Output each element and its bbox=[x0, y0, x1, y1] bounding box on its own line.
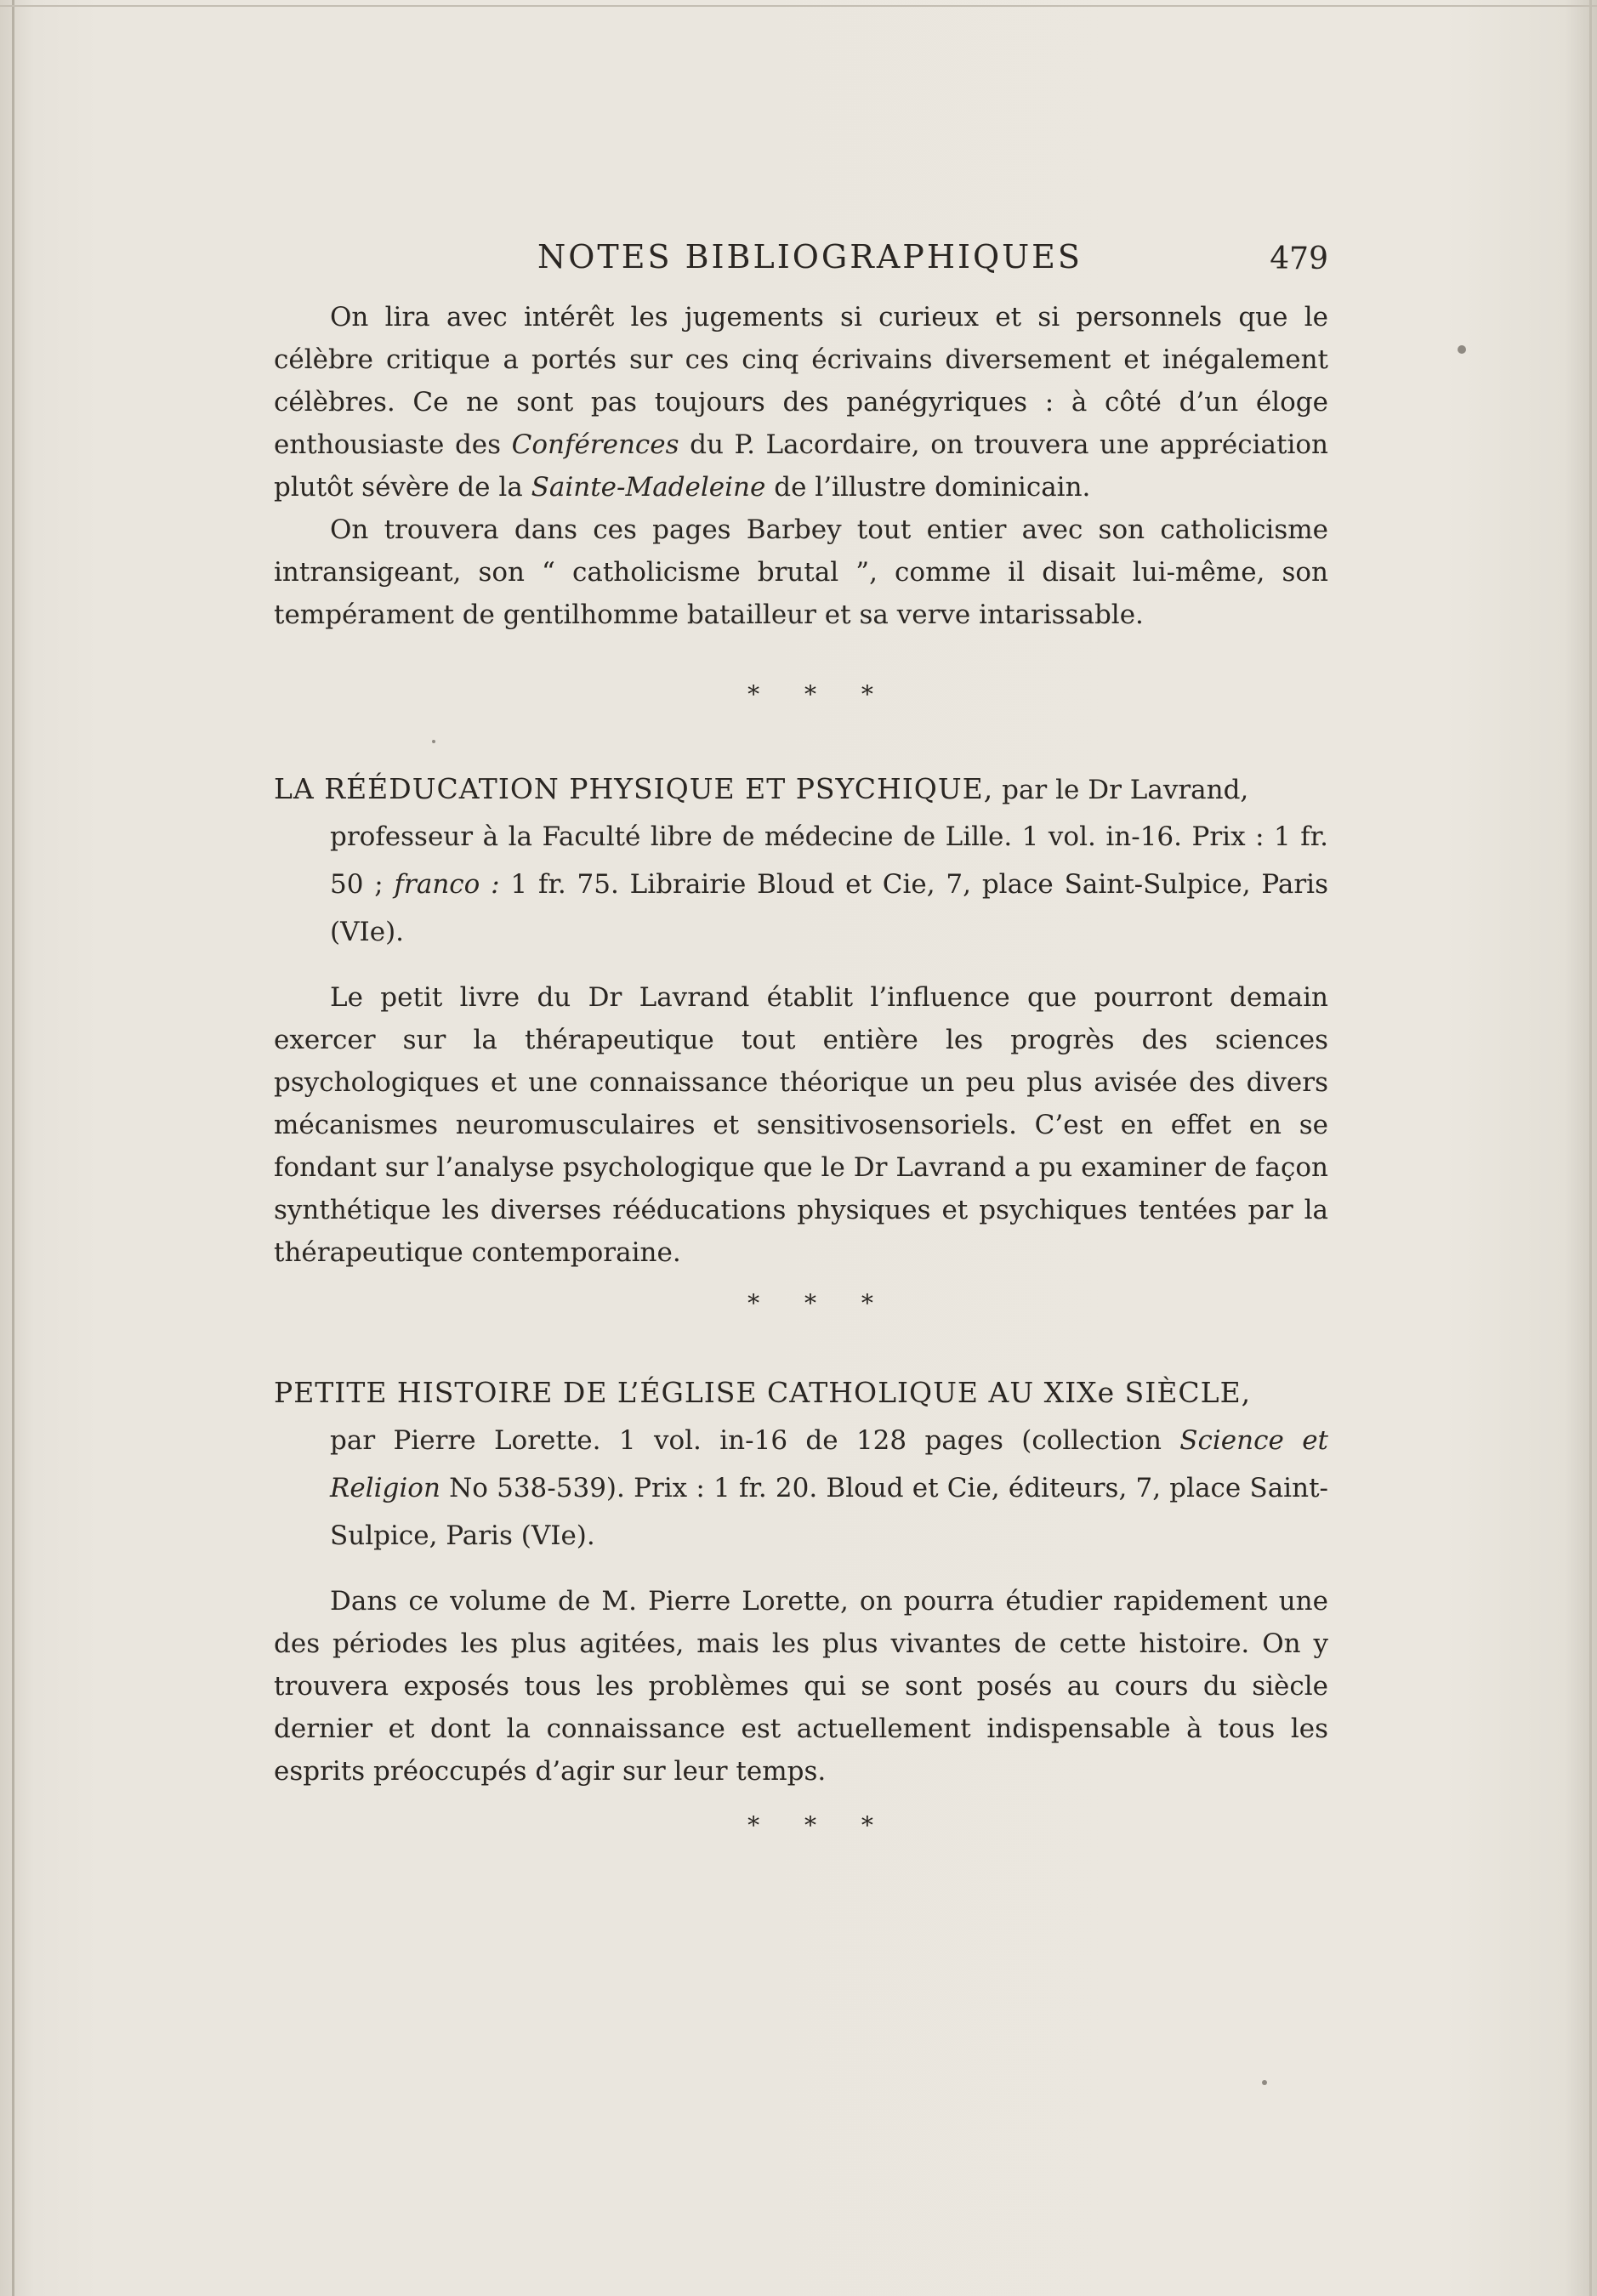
page-top-edge bbox=[0, 5, 1597, 7]
entry-heading bbox=[274, 766, 1328, 813]
entry-title: LA RÉÉDUCATION PHYSIQUE ET PSYCHIQUE, bbox=[274, 772, 994, 805]
page-number: 479 bbox=[1270, 242, 1328, 276]
binding-edge bbox=[12, 0, 14, 2296]
entry-review: Dans ce volume de M. Pierre Lorette, on pourra étudier rapidement une des périodes les plus agitées, mais les plus vivantes de cette histoire. On y trouvera exposés tous les problèmes qui se sont posés au cours du siècle dernier et dont la connaissance est actuellement indispensable à tous les esprits préoccupés d’agir sur leur temps. bbox=[274, 1586, 1328, 1787]
page-content bbox=[274, 230, 1328, 1839]
text-run: de l’illustre dominicain. bbox=[765, 472, 1091, 503]
text-run: du P. Lacordaire, on trouvera une appréciation plutôt sévère de la bbox=[274, 429, 1328, 503]
entry-title: PETITE HISTOIRE DE L’ÉGLISE CATHOLIQUE AU XIXe SIÈCLE, bbox=[274, 1376, 1252, 1409]
entry-details bbox=[330, 813, 1328, 956]
page-header bbox=[274, 230, 1328, 289]
intro-paragraph-1 bbox=[274, 296, 1328, 509]
italic-collection-name: Science et Religion bbox=[330, 1425, 1328, 1503]
text-run: par Pierre Lorette. 1 vol. in-16 de 128 pages (collection bbox=[330, 1425, 1180, 1456]
bibliographic-entry-2 bbox=[274, 1370, 1328, 1793]
italic-title-conferences: Conférences bbox=[511, 429, 679, 460]
entry-heading bbox=[274, 1370, 1328, 1417]
bibliographic-entry-1 bbox=[274, 766, 1328, 1274]
page-right-edge bbox=[1589, 0, 1592, 2296]
running-title: NOTES BIBLIOGRAPHIQUES bbox=[537, 238, 1083, 276]
section-separator: * * * bbox=[747, 680, 892, 708]
text-run: professeur à la Faculté libre de médecine de Lille. 1 vol. in-16. Prix : 1 fr. 50 ; bbox=[330, 821, 1328, 900]
entry-review: Le petit livre du Dr Lavrand établit l’influence que pourront demain exercer sur la thérapeutique tout entière les progrès des sciences psychologiques et une connaissance théorique un peu plus avisée des divers mécanismes neuromusculaires et sensitivosensoriels. C’est en effet en se fondant sur l’analyse psychologique que le Dr Lavrand a pu examiner de façon synthétique les diverses rééducations physiques et psychiques tentées par la thérapeutique contemporaine. bbox=[274, 982, 1328, 1268]
section-separator: * * * bbox=[747, 1289, 892, 1317]
text-run: No 538-539). Prix : 1 fr. 20. Bloud et Cie, éditeurs, 7, place Saint-Sulpice, Paris (VIe). bbox=[330, 1473, 1328, 1551]
intro-paragraph-2: On trouvera dans ces pages Barbey tout entier avec son catholicisme intransigeant, son “ catholicisme brutal ”, comme il disait lui-même, son tempérament de gentilhomme batailleur et sa verve intarissable. bbox=[274, 514, 1328, 630]
italic-franco: franco : bbox=[394, 869, 500, 900]
italic-title-sainte-madeleine: Sainte-Madeleine bbox=[531, 472, 766, 503]
text-run: 1 fr. 75. Librairie Bloud et Cie, 7, place Saint-Sulpice, Paris (VIe). bbox=[330, 869, 1328, 947]
section-separator: * * * bbox=[747, 1811, 892, 1839]
entry-details bbox=[330, 1417, 1328, 1560]
text-run: On lira avec intérêt les jugements si curieux et si personnels que le célèbre critique a portés sur ces cinq écrivains diversement et inégalement célèbres. Ce ne sont pas toujours des panégyriques : à côté d’un éloge enthousiaste des bbox=[274, 302, 1328, 460]
entry-byline: par le Dr Lavrand, bbox=[993, 775, 1249, 805]
paper-speck bbox=[1262, 2080, 1267, 2085]
paper-speck bbox=[1458, 345, 1466, 354]
